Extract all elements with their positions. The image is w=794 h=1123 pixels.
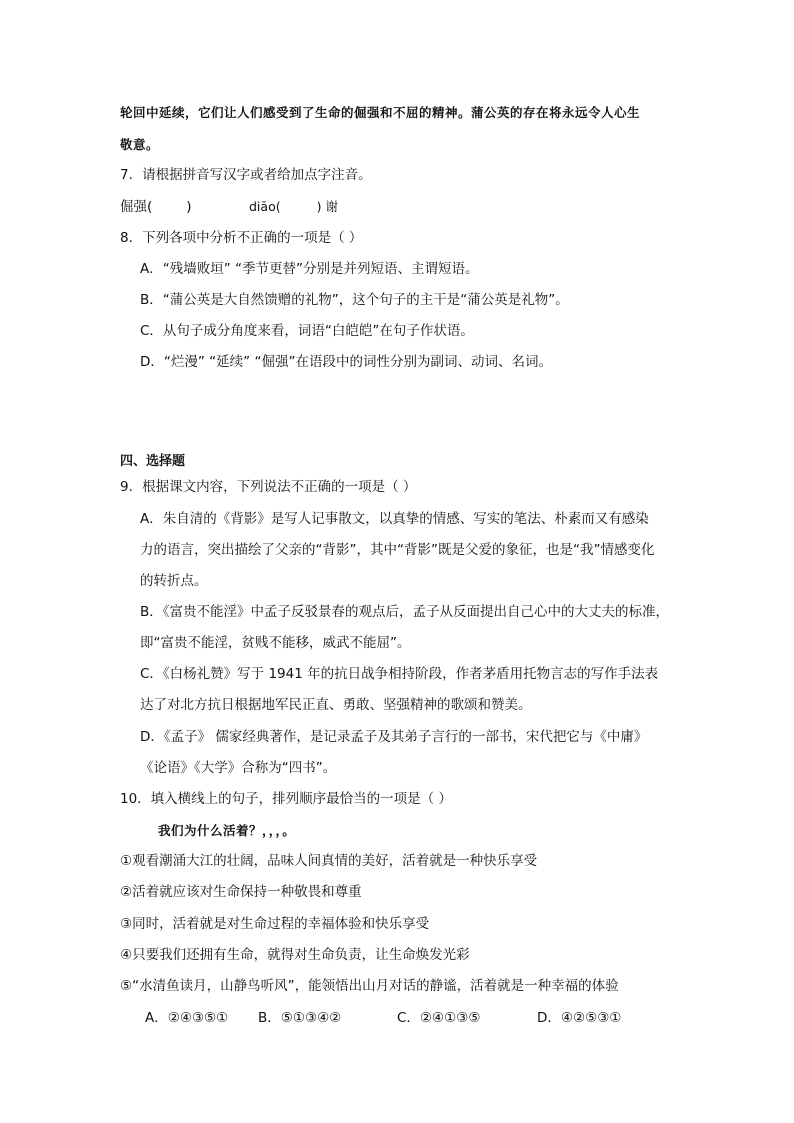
passage-line-2: 敬意。: [120, 137, 160, 152]
question-9-option-c-line-2: 达了对北方抗日根据地军民正直、勇敢、坚强精神的歌颂和赞美。: [140, 697, 532, 713]
question-10-sentence-1: ①观看潮涌大江的壮阔，品味人间真情的美好，活着就是一种快乐享受: [120, 853, 538, 869]
question-10-prompt: 我们为什么活着？，，，。: [158, 823, 296, 838]
question-7-item-1: [120, 197, 192, 217]
question-10-option-d: D．④②⑤③①: [537, 1010, 622, 1026]
question-9-option-a-line-1: A．朱自清的《背影》是写人记事散文，以真挚的情感、写实的笔法、朴素而又有感染: [140, 511, 649, 527]
question-7-item-2-close: ) 谢: [316, 199, 338, 214]
question-10-option-b: B．⑤①③④②: [258, 1010, 342, 1026]
question-9-option-b-line-2: 即“富贵不能淫，贫贱不能移，威武不能屈”。: [140, 635, 411, 651]
question-8-option-d: D．“烂漫” “延续” “倔强”在语段中的词性分别为副词、动词、名词。: [140, 354, 552, 370]
question-10-sentence-2: ②活着就应该对生命保持一种敬畏和尊重: [120, 884, 362, 900]
question-9-option-a-line-2: 力的语言，突出描绘了父亲的“背影”，其中“背影”既是父爱的象征，也是“我”情感变化: [140, 542, 655, 558]
question-9-option-d-line-2: 《论语》《大学》合称为“四书”。: [140, 760, 337, 776]
passage-line-1: 轮回中延续，它们让人们感受到了生命的倔强和不屈的精神。蒲公英的存在将永远令人心生: [120, 105, 641, 120]
question-7-item-2: [249, 197, 338, 217]
question-8-stem: 8．下列各项中分析不正确的一项是（ ）: [120, 230, 363, 246]
question-10-sentence-3: ③同时，活着就是对生命过程的幸福体验和快乐享受: [120, 916, 430, 932]
question-7-item-1-text: 倔强(: [120, 199, 153, 215]
question-8-option-a: A．“残墙败垣” “季节更替”分别是并列短语、主谓短语。: [140, 261, 479, 277]
question-9-option-b-line-1: B．《富贵不能淫》中孟子反驳景春的观点后，孟子从反面提出自己心中的大丈夫的标准，: [140, 604, 670, 620]
question-8-option-b: B．“蒲公英是大自然馈赠的礼物”，这个句子的主干是“蒲公英是礼物”。: [140, 292, 569, 308]
section-4-title: 四、选择题: [120, 454, 186, 469]
question-10-option-a: A．②④③⑤①: [145, 1010, 229, 1026]
question-10-sentence-4: ④只要我们还拥有生命，就得对生命负责，让生命焕发光彩: [120, 947, 470, 963]
question-9-option-a-line-3: 的转折点。: [140, 573, 208, 589]
question-9-option-d-line-1: D．《孟子》 儒家经典著作，是记录孟子及其弟子言行的一部书，宋代把它与《中庸》: [140, 729, 648, 745]
question-9-stem: 9．根据课文内容，下列说法不正确的一项是（ ）: [120, 479, 417, 495]
question-7-stem: 7．请根据拼音写汉字或者给加点字注音。: [120, 167, 372, 183]
question-9-option-c-line-1: C．《白杨礼赞》写于 1941 年的抗日战争相持阶段，作者茅盾用托物言志的写作手法表: [140, 666, 659, 682]
question-10-sentence-5: ⑤“水清鱼读月，山静鸟听风”，能领悟出山月对话的静谧，活着就是一种幸福的体验: [120, 978, 619, 994]
question-7-item-1-close: ): [186, 199, 192, 215]
question-10-option-c: C．②④①③⑤: [397, 1010, 481, 1026]
question-10-stem: 10．填入横线上的句子，排列顺序最恰当的一项是（ ）: [120, 791, 452, 807]
question-8-option-c: C．从句子成分角度来看，词语“白皑皑”在句子作状语。: [140, 323, 474, 339]
question-7-item-2-text: diāo(: [249, 199, 281, 214]
